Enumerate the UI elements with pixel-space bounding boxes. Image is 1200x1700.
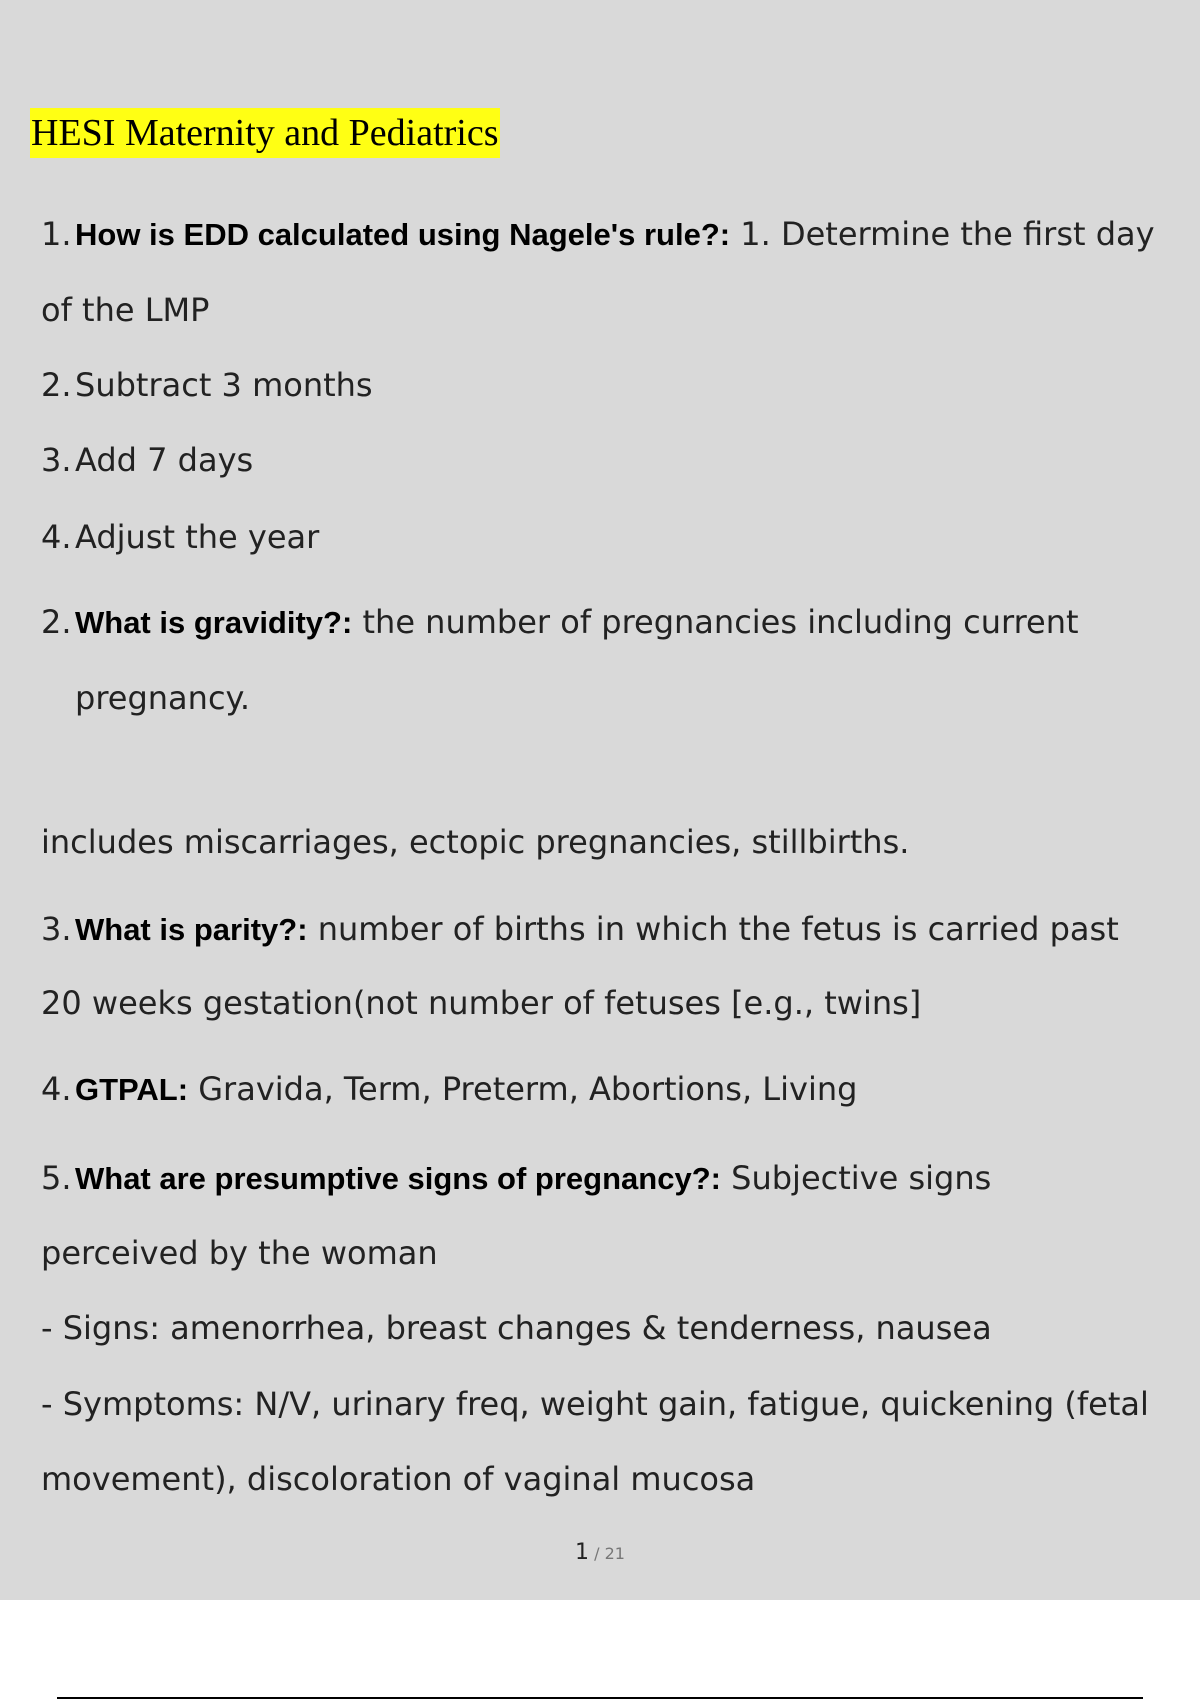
step-item — [41, 440, 253, 480]
step-text: Subtract 3 months — [75, 366, 373, 404]
page-indicator — [0, 1540, 1200, 1565]
bullet-line: - Signs: amenorrhea, breast changes & tenderness, nausea — [41, 1309, 992, 1347]
item-answer: Gravida, Term, Preterm, Abortions, Living — [188, 1070, 858, 1108]
bullet-line: movement), discoloration of vaginal mucosa — [41, 1460, 756, 1498]
item-question: How is EDD calculated using Nagele's rule?: — [75, 217, 731, 252]
item-answer-continued: 20 weeks gestation(not number of fetuses [e.g., twins] — [41, 984, 922, 1022]
qa-item-2 — [41, 602, 1079, 643]
step-text: Adjust the year — [75, 518, 320, 556]
item-answer-continued: pregnancy. — [75, 679, 251, 717]
item-answer: the number of pregnancies including current — [352, 603, 1079, 641]
total-pages: / 21 — [594, 1544, 625, 1563]
qa-item-5 — [41, 1158, 991, 1199]
item-question: GTPAL: — [75, 1072, 189, 1107]
step-number: 3. — [41, 441, 72, 479]
item-number: 5. — [41, 1159, 72, 1197]
step-text: Add 7 days — [75, 441, 254, 479]
item-answer-continued: of the LMP — [41, 291, 210, 329]
item-answer-continued: perceived by the woman — [41, 1234, 438, 1272]
step-item — [41, 517, 319, 557]
current-page: 1 — [575, 1540, 590, 1565]
item-answer: number of births in which the fetus is carried past — [307, 910, 1119, 948]
item-number: 4. — [41, 1070, 72, 1108]
qa-item-3 — [41, 909, 1119, 950]
item-number: 2. — [41, 603, 72, 641]
step-number: 4. — [41, 518, 72, 556]
qa-item-4 — [41, 1069, 857, 1110]
step-number: 2. — [41, 366, 72, 404]
item-number: 1. — [41, 215, 72, 253]
item-question: What is parity?: — [75, 912, 308, 947]
document-title: HESI Maternity and Pediatrics — [30, 108, 500, 158]
qa-item-1 — [41, 214, 1155, 255]
note-line: includes miscarriages, ectopic pregnancies, stillbirths. — [41, 823, 910, 861]
step-item — [41, 365, 373, 405]
bullet-line: - Symptoms: N/V, urinary freq, weight gain, fatigue, quickening (fetal — [41, 1385, 1149, 1423]
item-answer: 1. Determine the first day — [730, 215, 1155, 253]
item-question: What is gravidity?: — [75, 605, 353, 640]
item-question: What are presumptive signs of pregnancy?: — [75, 1161, 721, 1196]
divider — [57, 1697, 1143, 1699]
item-answer: Subjective signs — [720, 1159, 992, 1197]
item-number: 3. — [41, 910, 72, 948]
